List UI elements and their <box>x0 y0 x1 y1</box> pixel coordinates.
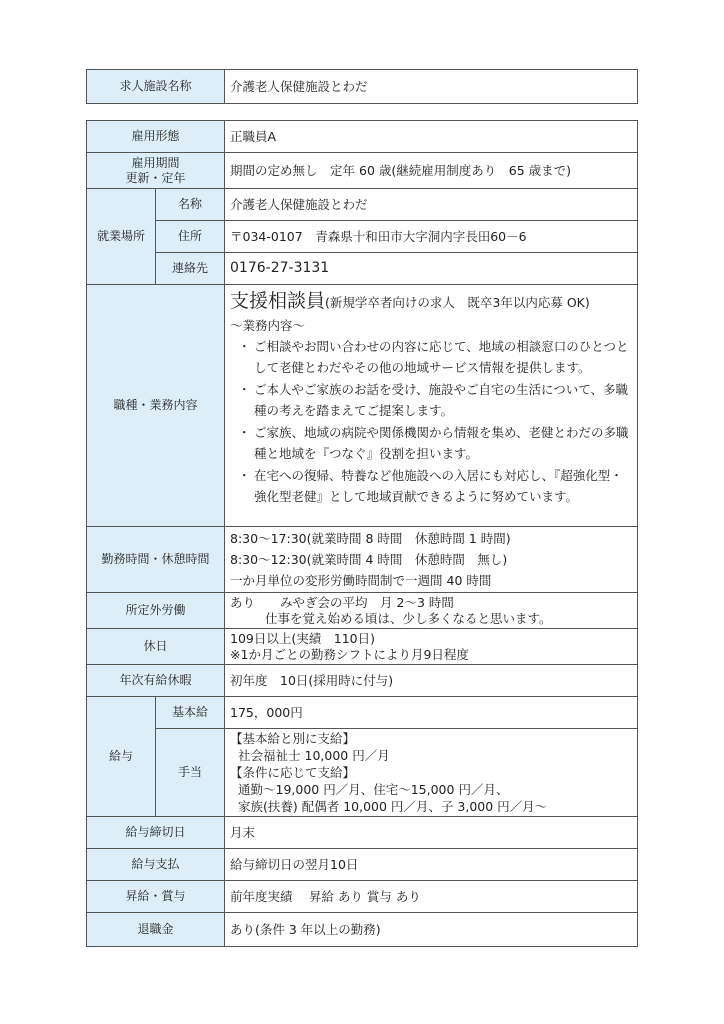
holidays-line2: ※1か月ごとの勤務シフトにより月9日程度 <box>230 646 469 662</box>
employment-type-label: 雇用形態 <box>87 121 225 153</box>
overtime-row <box>87 593 638 629</box>
facility-table <box>86 69 638 104</box>
allowance-line: 【条件に応じて支給】 <box>230 765 356 780</box>
payday-label: 給与支払 <box>87 849 225 881</box>
payday-row <box>87 849 638 881</box>
job-details-table <box>86 120 638 947</box>
hours-line: 8:30～12:30(就業時間 4 時間 休憩時間 無し) <box>230 552 508 567</box>
overtime-label: 所定外労働 <box>87 593 225 629</box>
overtime-value <box>225 593 638 629</box>
paid-leave-row <box>87 665 638 697</box>
allowance-row <box>87 729 638 817</box>
period-label-line1: 雇用期間 <box>131 155 180 170</box>
job-title-note: (新規学卒者向けの求人 既卒3年以内応募 OK) <box>325 295 590 310</box>
cutoff-value: 月末 <box>225 817 638 849</box>
holidays-line1: 109日以上(実績 110日) <box>230 630 375 646</box>
raise-bonus-label: 昇給・賞与 <box>87 881 225 913</box>
hours-line: 一か月単位の変形労働時間制で一週間 40 時間 <box>230 573 492 588</box>
duties-list <box>230 336 632 507</box>
job-content <box>225 285 638 527</box>
salary-base-row <box>87 697 638 729</box>
hours-value <box>225 527 638 593</box>
allowance-value <box>225 729 638 817</box>
allowance-line: 社会福祉士 10,000 円／月 <box>238 748 390 763</box>
allowance-label: 手当 <box>156 729 225 817</box>
duty-item: ・ ご相談やお問い合わせの内容に応じて、地域の相談窓口のひとつとして老健とわだやその他の地域サービス情報を提供します。 <box>244 336 632 378</box>
period-value: 期間の定め無し 定年 60 歳(継続雇用制度あり 65 歳まで) <box>225 153 638 189</box>
retirement-value: あり(条件 3 年以上の勤務) <box>225 913 638 947</box>
hours-label: 勤務時間・休憩時間 <box>87 527 225 593</box>
overtime-line1: あり みやぎ会の平均 月 2～3 時間 <box>230 594 454 610</box>
overtime-line2: 仕事を覚え始める頃は、少し多くなると思います。 <box>265 610 552 626</box>
holidays-label: 休日 <box>87 629 225 665</box>
workplace-contact-value: 0176-27-3131 <box>225 253 638 285</box>
duties-heading: ～業務内容～ <box>230 318 306 333</box>
workplace-name-row <box>87 189 638 221</box>
paid-leave-label: 年次有給休暇 <box>87 665 225 697</box>
facility-label: 求人施設名称 <box>87 70 225 104</box>
duty-item: ・ ご本人やご家族のお話を受け、施設やご自宅の生活について、多職種の考えを踏まえてご提案します。 <box>244 379 632 421</box>
job-row <box>87 285 638 527</box>
facility-row <box>87 70 638 104</box>
hours-row <box>87 527 638 593</box>
base-salary-label: 基本給 <box>156 697 225 729</box>
cutoff-row <box>87 817 638 849</box>
job-label: 職種・業務内容 <box>87 285 225 527</box>
workplace-contact-row <box>87 253 638 285</box>
raise-bonus-value: 前年度実績 昇給 あり 賞与 あり <box>225 881 638 913</box>
raise-bonus-row <box>87 881 638 913</box>
allowance-line: 通勤～19,000 円／月、住宅～15,000 円／月、 <box>238 782 509 797</box>
workplace-address-label: 住所 <box>156 221 225 253</box>
hours-line: 8:30～17:30(就業時間 8 時間 休憩時間 1 時間) <box>230 531 511 546</box>
workplace-name-value: 介護老人保健施設とわだ <box>225 189 638 221</box>
allowance-line: 【基本給と別に支給】 <box>230 731 356 746</box>
duty-item: ・ 在宅への復帰、特養など他施設への入居にも対応し、『超強化型・強化型老健』として地域貢献できるように努めています。 <box>244 465 632 507</box>
employment-type-row <box>87 121 638 153</box>
retirement-row <box>87 913 638 947</box>
cutoff-label: 給与締切日 <box>87 817 225 849</box>
period-label <box>87 153 225 189</box>
allowance-line: 家族(扶養) 配偶者 10,000 円／月、子 3,000 円／月～ <box>238 799 548 814</box>
payday-value: 給与締切日の翌月10日 <box>225 849 638 881</box>
workplace-address-value: 〒034-0107 青森県十和田市大字洞内字長田60－6 <box>225 221 638 253</box>
holidays-row <box>87 629 638 665</box>
workplace-contact-label: 連絡先 <box>156 253 225 285</box>
holidays-value <box>225 629 638 665</box>
duty-item: ・ ご家族、地域の病院や関係機関から情報を集め、老健とわだの多職種と地域を『つなぐ』役割を担います。 <box>244 422 632 464</box>
paid-leave-value: 初年度 10日(採用時に付与) <box>225 665 638 697</box>
base-salary-value: 175，000円 <box>225 697 638 729</box>
workplace-name-label: 名称 <box>156 189 225 221</box>
salary-label: 給与 <box>87 697 156 817</box>
job-title: 支援相談員 <box>230 290 326 312</box>
retirement-label: 退職金 <box>87 913 225 947</box>
facility-value: 介護老人保健施設とわだ <box>225 70 638 104</box>
job-title-line <box>230 290 632 312</box>
period-row <box>87 153 638 189</box>
workplace-label: 就業場所 <box>87 189 156 285</box>
period-label-line2: 更新・定年 <box>125 170 186 185</box>
employment-type-value: 正職員A <box>225 121 638 153</box>
workplace-address-row <box>87 221 638 253</box>
